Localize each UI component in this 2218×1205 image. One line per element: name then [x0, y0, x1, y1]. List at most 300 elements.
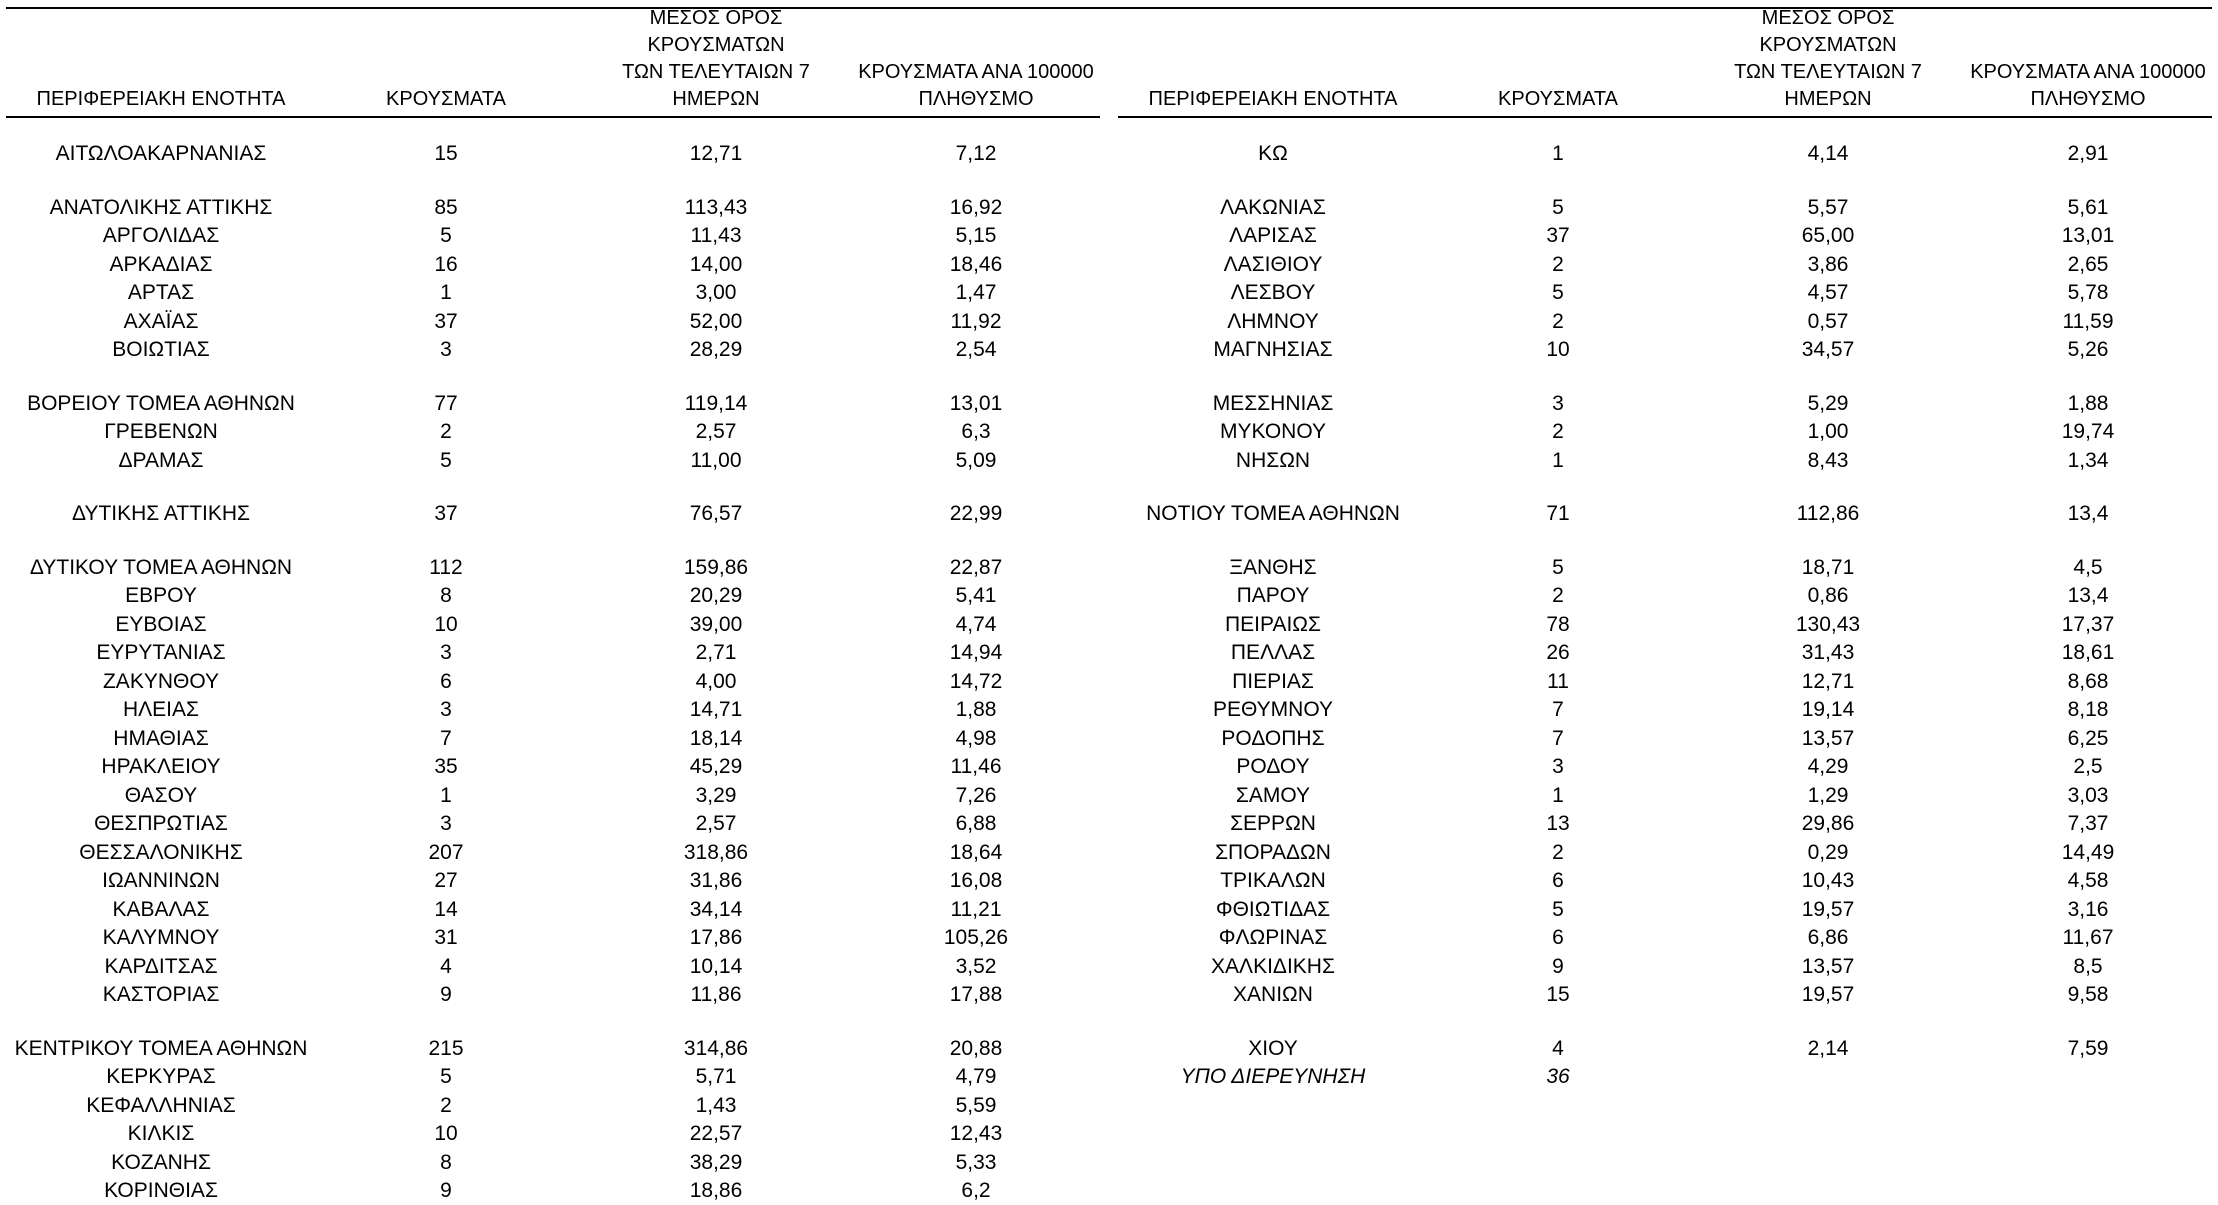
per100k-cell: 9,58	[2067, 983, 2109, 1006]
per100k-cell: 5,09	[955, 448, 997, 472]
per100k-cell: 11,21	[950, 897, 1002, 921]
per100k-cell: 5,15	[955, 224, 997, 247]
avg7-cell: 159,86	[683, 555, 749, 579]
avg7-cell: 2,57	[695, 420, 737, 443]
avg7-cell: 12,71	[1801, 669, 1855, 693]
cases-cell: 7	[1552, 698, 1564, 721]
cases-cell: 2	[440, 1093, 452, 1117]
avg7-cell: 1,00	[1807, 420, 1849, 443]
region-cell: ΣΠΟΡΑΔΩΝ	[1215, 840, 1331, 864]
per100k-cell: 5,33	[955, 1150, 997, 1174]
table-row	[1118, 336, 2212, 364]
region-cell: ΤΡΙΚΑΛΩΝ	[1220, 869, 1326, 892]
per100k-cell: 5,41	[955, 584, 997, 607]
table-row	[6, 336, 1100, 364]
table-row	[6, 924, 1100, 952]
cases-cell: 13	[1546, 812, 1570, 835]
avg7-cell: 13,57	[1801, 954, 1855, 978]
region-cell: ΚΟΡΙΝΘΙΑΣ	[104, 1179, 218, 1202]
avg7-cell: 18,71	[1801, 555, 1855, 579]
per100k-cell: 16,92	[949, 195, 1003, 219]
region-cell: ΛΑΣΙΘΙΟΥ	[1223, 252, 1323, 276]
cases-cell: 5	[440, 1065, 452, 1088]
table-row	[6, 390, 1100, 418]
avg7-cell: 5,29	[1807, 391, 1849, 415]
cases-cell: 6	[1552, 869, 1564, 892]
cases-cell: 1	[1552, 783, 1564, 807]
table-row	[1118, 194, 2212, 222]
per100k-cell: 6,25	[2067, 726, 2109, 750]
per100k-cell: 19,74	[2061, 420, 2115, 443]
avg7-cell: 3,86	[1807, 252, 1849, 276]
per100k-cell: 11,67	[2062, 926, 2114, 949]
region-cell: ΘΑΣΟΥ	[124, 783, 198, 807]
per100k-cell: 2,65	[2067, 252, 2109, 276]
avg7-cell: 18,14	[689, 726, 743, 750]
per100k-cell: 6,2	[961, 1179, 991, 1202]
table-row	[6, 810, 1100, 838]
avg7-cell: 6,86	[1807, 926, 1849, 949]
table-row	[1118, 782, 2212, 810]
region-cell: ΚΑΒΑΛΑΣ	[112, 897, 210, 921]
left-table	[6, 0, 1100, 1202]
avg7-cell: 10,14	[689, 954, 743, 978]
cases-cell: 5	[440, 448, 452, 472]
per100k-cell: 4,79	[955, 1065, 997, 1088]
cases-cell: 1	[440, 783, 452, 807]
per100k-cell: 18,61	[2061, 641, 2115, 664]
avg7-cell: 5,57	[1807, 195, 1849, 219]
region-cell: ΚΕΦΑΛΛΗΝΙΑΣ	[86, 1093, 236, 1117]
cases-cell: 85	[434, 195, 458, 219]
table-row	[1118, 896, 2212, 924]
cases-cell: 112	[429, 555, 463, 579]
cases-cell: 2	[1552, 840, 1564, 864]
per100k-cell: 5,78	[2067, 281, 2109, 304]
avg7-cell: 34,57	[1801, 338, 1855, 361]
per100k-cell: 12,43	[949, 1122, 1003, 1145]
cases-cell: 3	[440, 812, 452, 835]
per100k-cell: 1,47	[955, 281, 997, 304]
cases-cell: 1	[440, 281, 452, 304]
per100k-cell: 13,4	[2067, 502, 2109, 525]
cases-cell: 15	[1546, 983, 1570, 1006]
header-avg7: ΜΕΣΟΣ ΟΡΟΣ ΚΡΟΥΣΜΑΤΩΝ ΤΩΝ ΤΕΛΕΥΤΑΙΩΝ 7 ΗΜΕΡΩΝ	[622, 7, 810, 110]
region-cell: ΚΕΝΤΡΙΚΟΥ ΤΟΜΕΑ ΑΘΗΝΩΝ	[14, 1036, 308, 1060]
per100k-cell: 4,98	[955, 726, 997, 750]
table-row	[6, 140, 1100, 168]
table-row	[6, 251, 1100, 279]
region-cell: ΠΕΛΛΑΣ	[1230, 641, 1316, 664]
region-cell: ΚΑΣΤΟΡΙΑΣ	[102, 983, 220, 1006]
avg7-cell: 119,14	[684, 391, 748, 415]
per100k-cell: 4,58	[2067, 869, 2109, 892]
region-cell: ΗΡΑΚΛΕΙΟΥ	[101, 755, 221, 778]
avg7-cell: 20,29	[689, 584, 743, 607]
per100k-cell: 14,49	[2061, 840, 2115, 864]
cases-cell: 8	[440, 584, 452, 607]
table-row	[1118, 251, 2212, 279]
avg7-cell: 4,14	[1807, 142, 1849, 165]
table-row	[6, 953, 1100, 981]
avg7-cell: 19,14	[1801, 698, 1855, 721]
table-row	[1118, 279, 2212, 307]
table-row	[1118, 639, 2212, 667]
cases-cell: 2	[1552, 420, 1564, 443]
table-row	[6, 1120, 1100, 1148]
cases-cell: 7	[440, 726, 452, 750]
region-cell: ΒΟΡΕΙΟΥ ΤΟΜΕΑ ΑΘΗΝΩΝ	[27, 391, 295, 415]
table-row	[1118, 140, 2212, 168]
cases-cell: 5	[1552, 897, 1564, 921]
per100k-cell: 13,4	[2067, 584, 2109, 607]
table-row	[6, 782, 1100, 810]
region-cell: ΒΟΙΩΤΙΑΣ	[112, 338, 210, 361]
table-row	[1118, 924, 2212, 952]
region-cell: ΔΥΤΙΚΗΣ ΑΤΤΙΚΗΣ	[71, 502, 251, 525]
cases-cell: 5	[1552, 281, 1564, 304]
avg7-cell: 2,71	[695, 641, 737, 664]
region-cell: ΑΧΑΪΑΣ	[123, 309, 199, 333]
per100k-cell: 1,34	[2067, 448, 2109, 472]
per100k-cell: 5,26	[2067, 338, 2109, 361]
table-row	[6, 418, 1100, 446]
region-cell: ΡΟΔΟΠΗΣ	[1221, 726, 1325, 750]
cases-cell: 207	[428, 840, 464, 864]
cases-cell: 10	[1546, 338, 1570, 361]
per100k-cell: 7,26	[955, 783, 997, 807]
table-row	[6, 308, 1100, 336]
avg7-cell: 1,43	[695, 1093, 737, 1117]
per100k-cell: 18,46	[949, 252, 1003, 276]
avg7-cell: 34,14	[689, 897, 743, 921]
region-cell: ΧΑΛΚΙΔΙΚΗΣ	[1211, 954, 1335, 978]
cases-cell: 31	[434, 926, 458, 949]
cases-cell: 5	[1552, 195, 1564, 219]
per100k-cell: 11,59	[2062, 309, 2114, 333]
table-row	[1118, 447, 2212, 475]
cases-cell: 9	[440, 983, 452, 1006]
table-row	[6, 194, 1100, 222]
table-row	[6, 611, 1100, 639]
right-table	[1118, 0, 2212, 1196]
table-row	[1118, 1035, 2212, 1063]
per100k-cell: 3,16	[2067, 897, 2109, 921]
table-row	[6, 1063, 1100, 1091]
per100k-cell: 17,88	[949, 983, 1003, 1006]
region-cell: ΜΥΚΟΝΟΥ	[1219, 420, 1327, 443]
cases-cell: 6	[440, 669, 452, 693]
region-cell: ΝΗΣΩΝ	[1235, 448, 1311, 472]
per100k-cell: 7,37	[2067, 812, 2109, 835]
per100k-cell: 20,88	[949, 1036, 1003, 1060]
table-row	[6, 867, 1100, 895]
region-cell: ΗΛΕΙΑΣ	[122, 698, 200, 721]
per100k-cell: 22,99	[949, 502, 1003, 525]
region-cell: ΦΛΩΡΙΝΑΣ	[1218, 926, 1328, 949]
region-cell: ΑΡΓΟΛΙΔΑΣ	[102, 224, 220, 247]
avg7-cell: 76,57	[689, 502, 743, 525]
per100k-cell: 14,94	[949, 641, 1003, 664]
per100k-cell: 6,3	[961, 420, 991, 443]
cases-cell: 4	[440, 954, 452, 978]
region-cell: ΔΡΑΜΑΣ	[118, 448, 204, 472]
region-cell: ΕΥΡΥΤΑΝΙΑΣ	[96, 641, 226, 664]
cases-cell: 27	[434, 869, 458, 892]
table-row	[1118, 725, 2212, 753]
cases-cell: 2	[440, 420, 452, 443]
region-cell: ΦΘΙΩΤΙΔΑΣ	[1215, 897, 1331, 921]
per100k-cell: 2,91	[2067, 142, 2109, 165]
per100k-cell: 8,68	[2067, 669, 2109, 693]
table-row	[1118, 953, 2212, 981]
per100k-cell: 22,87	[949, 555, 1003, 579]
per100k-cell: 4,5	[2073, 555, 2103, 579]
avg7-cell: 130,43	[1795, 612, 1861, 636]
cases-cell: 35	[434, 755, 458, 778]
avg7-cell: 13,57	[1801, 726, 1855, 750]
header-per100k: ΚΡΟΥΣΜΑΤΑ ΑΝΑ 100000 ΠΛΗΘΥΣΜΟ	[858, 61, 1094, 110]
table-row	[1118, 222, 2212, 250]
cases-cell: 5	[1552, 555, 1564, 579]
table-row	[6, 447, 1100, 475]
avg7-cell: 318,86	[683, 840, 749, 864]
region-cell: ΧΙΟΥ	[1248, 1036, 1298, 1060]
cases-cell: 9	[1552, 954, 1564, 978]
per100k-cell: 7,12	[955, 142, 997, 165]
avg7-cell: 2,14	[1807, 1036, 1849, 1060]
region-cell: ΑΝΑΤΟΛΙΚΗΣ ΑΤΤΙΚΗΣ	[49, 195, 273, 219]
table-row	[6, 1177, 1100, 1205]
table-row	[1118, 611, 2212, 639]
region-cell: ΖΑΚΥΝΘΟΥ	[102, 669, 219, 693]
region-cell: ΘΕΣΠΡΩΤΙΑΣ	[94, 812, 228, 835]
table-row	[1118, 867, 2212, 895]
cases-cell: 1	[1552, 142, 1564, 165]
cases-cell: 16	[434, 252, 458, 276]
right-table-header	[1118, 7, 2212, 118]
region-cell: ΛΑΚΩΝΙΑΣ	[1220, 195, 1326, 219]
avg7-cell: 2,57	[695, 812, 737, 835]
region-cell: ΘΕΣΣΑΛΟΝΙΚΗΣ	[79, 840, 243, 864]
header-cases: ΚΡΟΥΣΜΑΤΑ	[386, 88, 506, 110]
per100k-cell: 105,26	[943, 926, 1009, 949]
avg7-cell: 17,86	[689, 926, 743, 949]
avg7-cell: 22,57	[689, 1122, 743, 1145]
header-cases: ΚΡΟΥΣΜΑΤΑ	[1498, 88, 1618, 110]
region-cell: ΚΟΖΑΝΗΣ	[111, 1150, 211, 1174]
table-row	[6, 279, 1100, 307]
region-cell: ΧΑΝΙΩΝ	[1233, 983, 1313, 1006]
avg7-cell: 113,43	[684, 195, 748, 219]
avg7-cell: 19,57	[1801, 983, 1855, 1006]
avg7-cell: 14,00	[689, 252, 743, 276]
cases-cell: 78	[1546, 612, 1570, 636]
avg7-cell: 4,29	[1807, 755, 1849, 778]
table-row	[6, 696, 1100, 724]
cases-cell: 4	[1552, 1036, 1564, 1060]
table-row	[1118, 1063, 2212, 1091]
region-cell: ΙΩΑΝΝΙΝΩΝ	[102, 869, 220, 892]
region-cell: ΚΙΛΚΙΣ	[127, 1122, 195, 1145]
cases-cell: 71	[1546, 502, 1570, 525]
cases-cell: 8	[440, 1150, 452, 1174]
per100k-cell: 18,64	[949, 840, 1003, 864]
avg7-cell: 3,00	[695, 281, 737, 304]
region-cell: ΡΟΔΟΥ	[1236, 755, 1310, 778]
per100k-cell: 13,01	[949, 391, 1003, 415]
cases-cell: 2	[1552, 584, 1564, 607]
region-cell: ΑΡΤΑΣ	[127, 281, 195, 304]
avg7-cell: 314,86	[683, 1036, 749, 1060]
per100k-cell: 2,5	[2073, 755, 2103, 778]
table-row	[1118, 753, 2212, 781]
table-row	[1118, 582, 2212, 610]
avg7-cell: 52,00	[689, 309, 743, 333]
cases-cell: 77	[434, 391, 458, 415]
avg7-cell: 11,00	[690, 448, 742, 472]
avg7-cell: 10,43	[1801, 869, 1855, 892]
cases-cell: 3	[1552, 391, 1564, 415]
avg7-cell: 65,00	[1801, 224, 1855, 247]
per100k-cell: 13,01	[2061, 224, 2115, 247]
per100k-cell: 3,03	[2067, 783, 2109, 807]
per100k-cell: 8,18	[2067, 698, 2109, 721]
per100k-cell: 7,59	[2067, 1036, 2109, 1060]
table-row	[6, 753, 1100, 781]
cases-cell: 2	[1552, 252, 1564, 276]
left-table-header	[6, 7, 1100, 118]
region-cell: ΣΑΜΟΥ	[1235, 783, 1311, 807]
avg7-cell: 12,71	[689, 142, 743, 165]
avg7-cell: 39,00	[689, 612, 743, 636]
cases-cell: 6	[1552, 926, 1564, 949]
avg7-cell: 11,43	[690, 224, 742, 247]
cases-cell: 37	[434, 502, 458, 525]
avg7-cell: 8,43	[1807, 448, 1849, 472]
cases-cell: 9	[440, 1179, 452, 1202]
per100k-cell: 1,88	[2067, 391, 2109, 415]
avg7-cell: 0,29	[1807, 840, 1849, 864]
table-row	[6, 896, 1100, 924]
region-cell: ΜΑΓΝΗΣΙΑΣ	[1213, 338, 1333, 361]
per100k-cell: 1,88	[955, 698, 997, 721]
avg7-cell: 31,43	[1801, 641, 1855, 664]
avg7-cell: 0,57	[1807, 309, 1849, 333]
table-row	[6, 639, 1100, 667]
region-cell: ΔΥΤΙΚΟΥ ΤΟΜΕΑ ΑΘΗΝΩΝ	[29, 555, 293, 579]
header-region: ΠΕΡΙΦΕΡΕΙΑΚΗ ΕΝΟΤΗΤΑ	[1148, 88, 1398, 110]
table-row	[6, 668, 1100, 696]
region-cell: ΑΡΚΑΔΙΑΣ	[109, 252, 213, 276]
avg7-cell: 4,00	[695, 669, 737, 693]
avg7-cell: 1,29	[1807, 783, 1849, 807]
avg7-cell: 4,57	[1807, 281, 1849, 304]
avg7-cell: 29,86	[1801, 812, 1855, 835]
table-row	[1118, 668, 2212, 696]
table-row	[1118, 981, 2212, 1009]
table-row	[6, 1149, 1100, 1177]
cases-cell: 3	[1552, 755, 1564, 778]
per100k-cell: 5,59	[955, 1093, 997, 1117]
header-region: ΠΕΡΙΦΕΡΕΙΑΚΗ ΕΝΟΤΗΤΑ	[36, 88, 286, 110]
cases-cell: 1	[1552, 448, 1564, 472]
header-avg7: ΜΕΣΟΣ ΟΡΟΣ ΚΡΟΥΣΜΑΤΩΝ ΤΩΝ ΤΕΛΕΥΤΑΙΩΝ 7 ΗΜΕΡΩΝ	[1734, 7, 1922, 110]
per100k-cell: 16,08	[949, 869, 1003, 892]
per100k-cell: 3,52	[955, 954, 997, 978]
avg7-cell: 45,29	[689, 755, 743, 778]
avg7-cell: 0,86	[1807, 584, 1849, 607]
cases-cell: 26	[1546, 641, 1570, 664]
cases-cell: 15	[434, 142, 458, 165]
cases-cell: 2	[1552, 309, 1564, 333]
per100k-cell: 5,61	[2067, 195, 2109, 219]
table-row	[6, 839, 1100, 867]
region-cell: ΠΑΡΟΥ	[1236, 584, 1310, 607]
avg7-cell: 11,86	[690, 983, 742, 1006]
avg7-cell: 14,71	[689, 698, 743, 721]
region-cell: ΛΗΜΝΟΥ	[1227, 309, 1319, 333]
cases-cell: 3	[440, 641, 452, 664]
table-row	[6, 500, 1100, 528]
table-row	[1118, 308, 2212, 336]
avg7-cell: 18,86	[689, 1179, 743, 1202]
region-cell: ΕΥΒΟΙΑΣ	[115, 612, 207, 636]
region-cell: ΑΙΤΩΛΟΑΚΑΡΝΑΝΙΑΣ	[55, 142, 267, 165]
per100k-cell: 2,54	[955, 338, 997, 361]
table-row	[6, 222, 1100, 250]
region-cell: ΚΕΡΚΥΡΑΣ	[106, 1065, 216, 1088]
region-cell: ΠΙΕΡΙΑΣ	[1232, 669, 1314, 693]
cases-cell: 3	[440, 338, 452, 361]
cases-cell: 37	[434, 309, 458, 333]
avg7-cell: 31,86	[689, 869, 743, 892]
cases-cell: 11	[1547, 669, 1569, 693]
table-row	[1118, 500, 2212, 528]
table-row	[1118, 554, 2212, 582]
per100k-cell: 4,74	[955, 612, 997, 636]
region-cell: ΠΕΙΡΑΙΩΣ	[1225, 612, 1321, 636]
cases-cell: 10	[434, 1122, 458, 1145]
cases-cell: 36	[1546, 1065, 1570, 1088]
avg7-cell: 5,71	[695, 1065, 737, 1088]
table-row	[1118, 696, 2212, 724]
table-row	[6, 582, 1100, 610]
per100k-cell: 8,5	[2073, 954, 2103, 978]
per100k-cell: 11,46	[950, 755, 1002, 778]
region-cell: ΚΩ	[1258, 142, 1288, 165]
table-row	[6, 1035, 1100, 1063]
avg7-cell: 112,86	[1796, 502, 1860, 525]
avg7-cell: 38,29	[689, 1150, 743, 1174]
cases-cell: 14	[434, 897, 458, 921]
table-row	[1118, 810, 2212, 838]
region-cell: ΚΑΛΥΜΝΟΥ	[102, 926, 220, 949]
region-cell: ΛΕΣΒΟΥ	[1230, 281, 1316, 304]
avg7-cell: 28,29	[689, 338, 743, 361]
header-per100k: ΚΡΟΥΣΜΑΤΑ ΑΝΑ 100000 ΠΛΗΘΥΣΜΟ	[1970, 61, 2206, 110]
table-row	[1118, 390, 2212, 418]
table-row	[1118, 839, 2212, 867]
region-cell: ΚΑΡΔΙΤΣΑΣ	[104, 954, 218, 978]
table-row	[1118, 418, 2212, 446]
table-row	[6, 725, 1100, 753]
region-cell: ΝΟΤΙΟΥ ΤΟΜΕΑ ΑΘΗΝΩΝ	[1146, 502, 1400, 525]
cases-cell: 5	[440, 224, 452, 247]
region-cell: ΗΜΑΘΙΑΣ	[113, 726, 209, 750]
region-cell: ΥΠΟ ΔΙΕΡΕΥΝΗΣΗ	[1180, 1065, 1366, 1088]
region-cell: ΜΕΣΣΗΝΙΑΣ	[1212, 391, 1334, 415]
